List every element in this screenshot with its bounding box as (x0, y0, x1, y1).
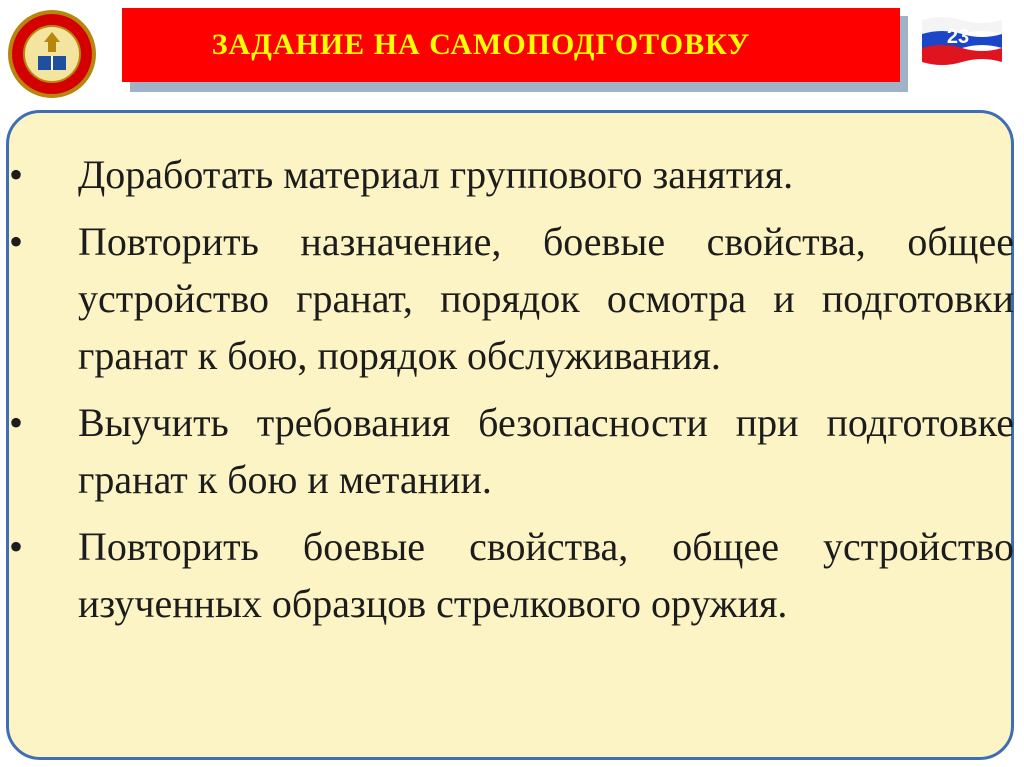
list-item-text: Повторить боевые свойства, общее устройство изученных образцов стрелкового оружия. (78, 524, 1014, 626)
bullet-list (0, 146, 1024, 642)
bullet-icon: • (8, 400, 23, 445)
bullet-icon: • (8, 152, 23, 197)
list-item-text: Повторить назначение, боевые свойства, общее устройство гранат, порядок осмотра и подготовки гранат к бою, порядок обслуживания. (78, 219, 1014, 378)
list-item-text: Доработать материал группового занятия. (78, 152, 794, 197)
bullet-icon: • (8, 524, 23, 569)
list-item (0, 394, 1024, 508)
page-title: ЗАДАНИЕ НА САМОПОДГОТОВКУ (211, 28, 751, 61)
title-bar (122, 8, 900, 82)
military-academy-emblem-icon (6, 8, 98, 100)
list-item (0, 518, 1024, 632)
slide-number: 23 (946, 26, 970, 48)
bullet-icon: • (8, 219, 23, 264)
list-item (0, 146, 1024, 203)
list-item (0, 213, 1024, 384)
list-item-text: Выучить требования безопасности при подготовке гранат к бою и метании. (78, 400, 1014, 502)
